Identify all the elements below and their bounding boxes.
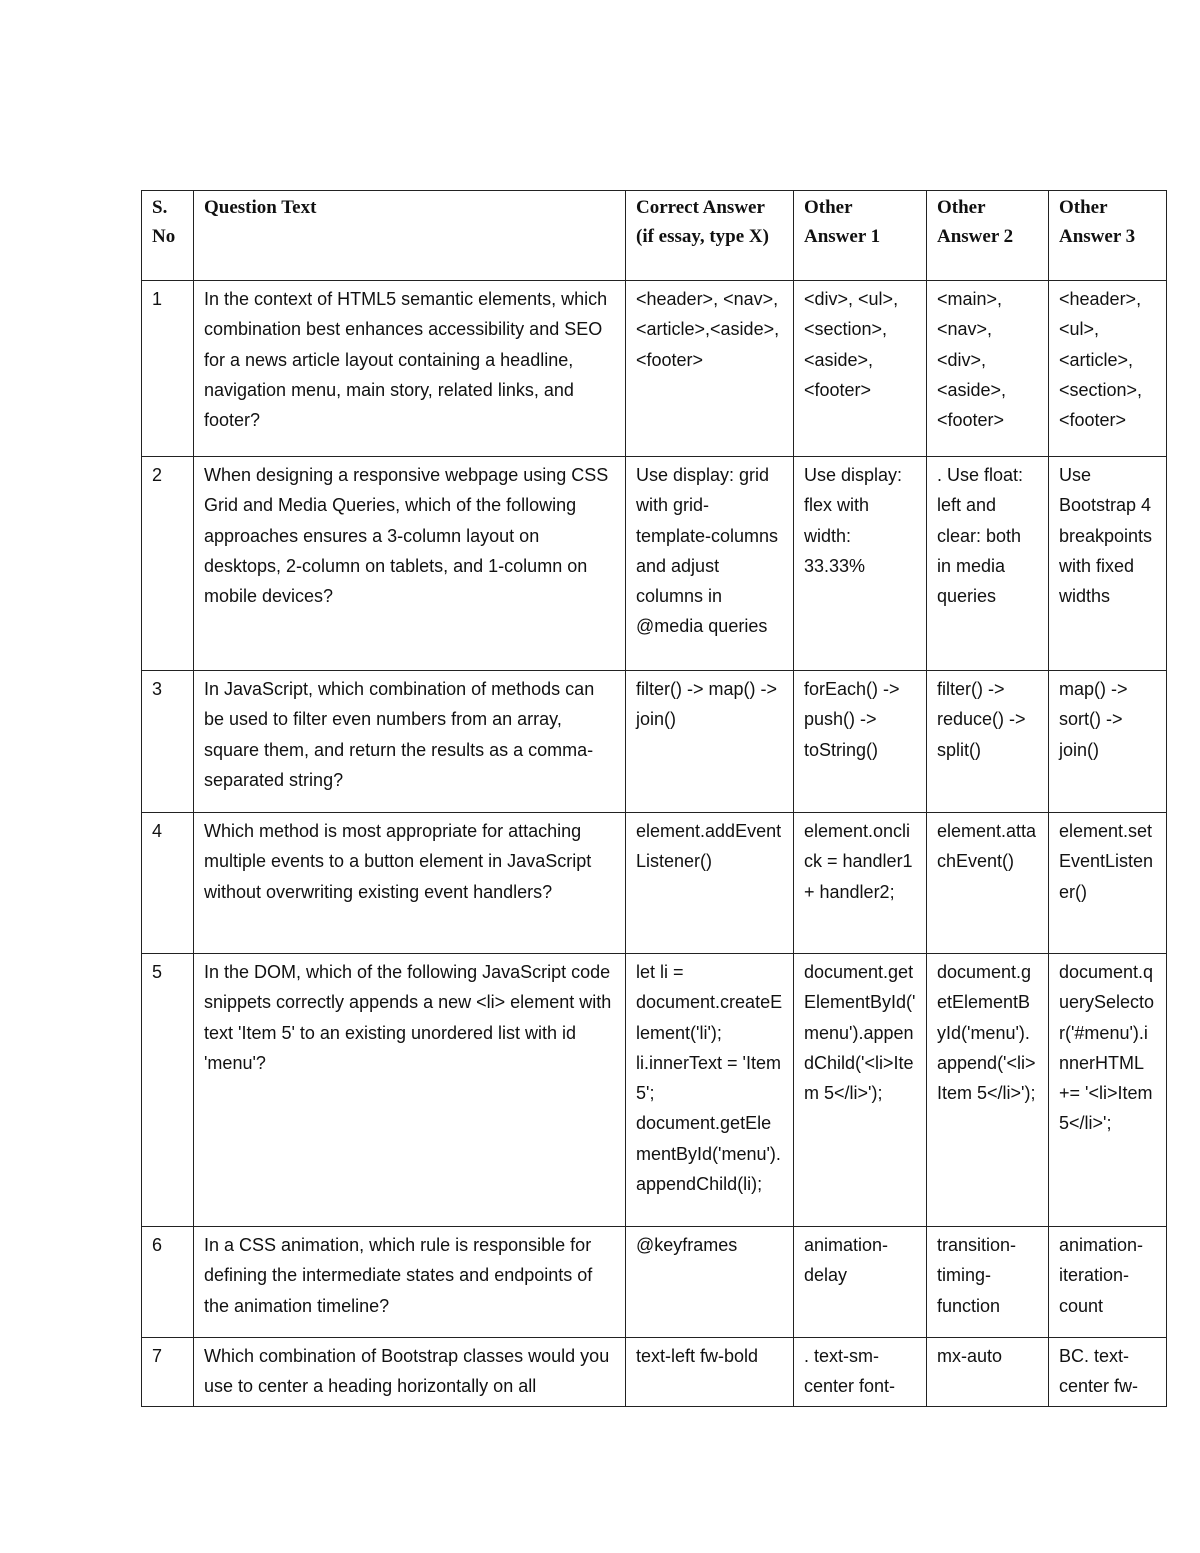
other-answer-2: . Use float: left and clear: both in media queries [927,457,1049,671]
other-answer-3: <header>, <ul>, <article>, <section>, <footer> [1049,281,1167,457]
other-answer-3: animation-iteration-count [1049,1227,1167,1338]
other-answer-1: <div>, <ul>, <section>,<aside>, <footer> [794,281,927,457]
correct-answer: element.addEventListener() [626,813,794,954]
header-correct-answer: Correct Answer (if essay, type X) [626,191,794,281]
table-header-row [142,191,1167,281]
other-answer-2: <main>, <nav>, <div>, <aside>, <footer> [927,281,1049,457]
correct-answer: @keyframes [626,1227,794,1338]
question-text: In JavaScript, which combination of methods can be used to filter even numbers from an array, square them, and return the results as a comma-separated string? [194,671,626,813]
question-text: In the DOM, which of the following JavaScript code snippets correctly appends a new <li> element with text 'Item 5' to an existing unordered list with id 'menu'? [194,954,626,1227]
row-number: 3 [142,671,194,813]
other-answer-1: Use display: flex with width: 33.33% [794,457,927,671]
table-row [142,1227,1167,1338]
question-text: Which method is most appropriate for attaching multiple events to a button element in JavaScript without overwriting existing event handlers? [194,813,626,954]
other-answer-3: element.setEventListener() [1049,813,1167,954]
other-answer-1: animation-delay [794,1227,927,1338]
other-answer-2: element.attachEvent() [927,813,1049,954]
question-text: In the context of HTML5 semantic elements, which combination best enhances accessibility and SEO for a news article layout containing a headline, navigation menu, main story, related links, and footer? [194,281,626,457]
row-number: 6 [142,1227,194,1338]
row-number: 1 [142,281,194,457]
table-row [142,954,1167,1227]
row-number: 7 [142,1338,194,1407]
other-answer-2: filter() -> reduce() -> split() [927,671,1049,813]
correct-answer: text-left fw-bold [626,1338,794,1407]
table-row [142,671,1167,813]
other-answer-3: BC. text-center fw- [1049,1338,1167,1407]
row-number: 2 [142,457,194,671]
question-table [141,190,1167,1407]
table-row [142,457,1167,671]
row-number: 5 [142,954,194,1227]
question-text: Which combination of Bootstrap classes would you use to center a heading horizontally on all [194,1338,626,1407]
other-answer-3: map() -> sort() -> join() [1049,671,1167,813]
header-other-answer-1: Other Answer 1 [794,191,927,281]
header-question-text: Question Text [194,191,626,281]
table-row [142,813,1167,954]
other-answer-3: Use Bootstrap 4 breakpoints with fixed widths [1049,457,1167,671]
other-answer-1: forEach() -> push() -> toString() [794,671,927,813]
table-row [142,1338,1167,1407]
header-other-answer-3: Other Answer 3 [1049,191,1167,281]
other-answer-3: document.querySelector('#menu').innerHTML += '<li>Item 5</li>'; [1049,954,1167,1227]
correct-answer: <header>, <nav>, <article>,<aside>, <footer> [626,281,794,457]
other-answer-2: transition-timing-function [927,1227,1049,1338]
header-other-answer-2: Other Answer 2 [927,191,1049,281]
other-answer-2: document.getElementById('menu').append('<li>Item 5</li>'); [927,954,1049,1227]
table-row [142,281,1167,457]
other-answer-1: . text-sm-center font- [794,1338,927,1407]
question-text: In a CSS animation, which rule is responsible for defining the intermediate states and endpoints of the animation timeline? [194,1227,626,1338]
correct-answer: filter() -> map() -> join() [626,671,794,813]
question-text: When designing a responsive webpage using CSS Grid and Media Queries, which of the following approaches ensures a 3-column layout on desktops, 2-column on tablets, and 1-column on mobile devices? [194,457,626,671]
other-answer-2: mx-auto [927,1338,1049,1407]
correct-answer: Use display: grid with grid-template-columns and adjust columns in @media queries [626,457,794,671]
other-answer-1: document.getElementById('menu').appendChild('<li>Item 5</li>'); [794,954,927,1227]
header-serial-no: S. No [142,191,194,281]
row-number: 4 [142,813,194,954]
correct-answer: let li = document.createElement('li'); li.innerText = 'Item 5'; document.getElementById('menu').appendChild(li); [626,954,794,1227]
other-answer-1: element.onclick = handler1 + handler2; [794,813,927,954]
